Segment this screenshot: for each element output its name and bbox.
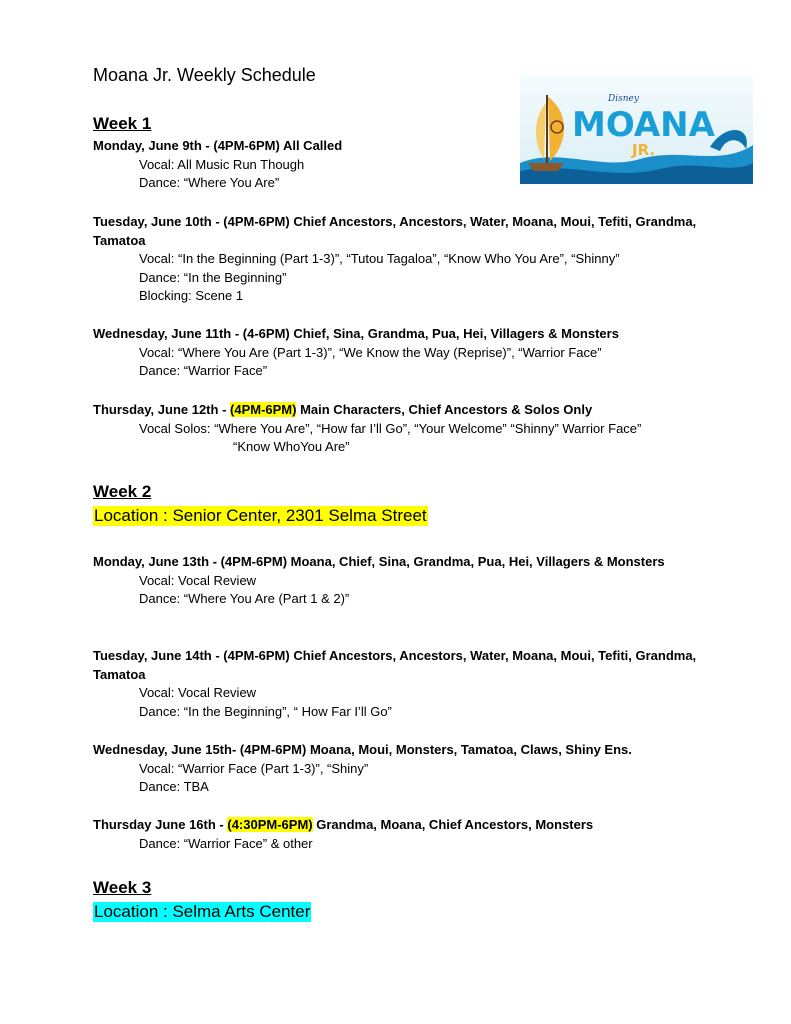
entry-detail: Blocking: Scene 1 [139,288,244,303]
time-highlight: (4PM-6PM) [230,402,297,417]
entry-heading: Tuesday, June 10th - (4PM-6PM) Chief Ancestors, Ancestors, Water, Moana, Moui, Tefiti, Grandma, Tamatoa [93,214,697,248]
schedule-entry [93,553,713,609]
entry-detail: Vocal: “In the Beginning (Part 1-3)”, “Tutou Tagaloa”, “Know Who You Are”, “Shinny” [139,251,620,266]
entry-heading: Tuesday, June 14th - (4PM-6PM) Chief Ancestors, Ancestors, Water, Moana, Moui, Tefiti, Grandma, Tamatoa [93,648,697,682]
entry-detail: Vocal: All Music Run Though [139,156,305,172]
svg-text:Disney: Disney [608,94,639,104]
week-2-location: Location : Senior Center, 2301 Selma Street [94,506,427,525]
svg-text:MOANA: MOANA [572,105,715,145]
week-3-location: Location : Selma Arts Center [94,902,311,921]
entry-detail: Vocal: “Where You Are (Part 1-3)”, “We Know the Way (Reprise)”, “Warrior Face” [139,344,602,360]
entry-heading: Thursday June 16th - (4:30PM-6PM) Grandma, Moana, Chief Ancestors, Monsters [93,817,594,832]
entry-detail: Dance: “Warrior Face” & other [139,835,313,851]
entry-detail: Vocal: Vocal Review [139,572,257,588]
schedule-entry [93,137,713,193]
entry-detail: Dance: “Warrior Face” [139,363,268,378]
entry-detail: Dance: “In the Beginning”, “ How Far I’ll Go” [139,703,392,719]
entry-heading: Monday, June 9th - (4PM-6PM) All Called [93,138,343,153]
entry-detail: Dance: “In the Beginning” [139,269,287,285]
schedule-entry [93,401,733,457]
schedule-entry [93,647,713,721]
week-2-heading: Week 2 [93,482,152,501]
entry-detail: Vocal Solos: “Where You Are”, “How far I’ll Go”, “Your Welcome” “Shinny” Warrior Face” [139,420,642,436]
schedule-entry [93,213,713,306]
entry-detail: Dance: TBA [139,779,209,794]
schedule-entry [93,816,733,853]
entry-detail: Dance: “Where You Are” [139,175,280,190]
schedule-entry [93,325,713,381]
week-1-heading: Week 1 [93,114,152,133]
entry-detail: Dance: “Where You Are (Part 1 & 2)” [139,591,350,606]
week-3-heading: Week 3 [93,878,152,897]
entry-heading: Monday, June 13th - (4PM-6PM) Moana, Chief, Sina, Grandma, Pua, Hei, Villagers & Monsters [93,554,665,569]
entry-heading: Wednesday, June 15th- (4PM-6PM) Moana, Moui, Monsters, Tamatoa, Claws, Shiny Ens. [93,742,632,757]
entry-detail-continuation: “Know WhoYou Are” [233,439,350,454]
schedule-entry [93,741,733,797]
entry-heading: Wednesday, June 11th - (4-6PM) Chief, Sina, Grandma, Pua, Hei, Villagers & Monsters [93,326,619,341]
entry-heading: Thursday, June 12th - (4PM-6PM) Main Characters, Chief Ancestors & Solos Only [93,402,593,417]
svg-text:JR.: JR. [632,141,656,159]
entry-detail: Vocal: “Warrior Face (Part 1-3)”, “Shiny” [139,760,369,776]
document-title: Moana Jr. Weekly Schedule [93,65,316,85]
entry-detail: Vocal: Vocal Review [139,685,257,700]
time-highlight: (4:30PM-6PM) [227,817,313,832]
